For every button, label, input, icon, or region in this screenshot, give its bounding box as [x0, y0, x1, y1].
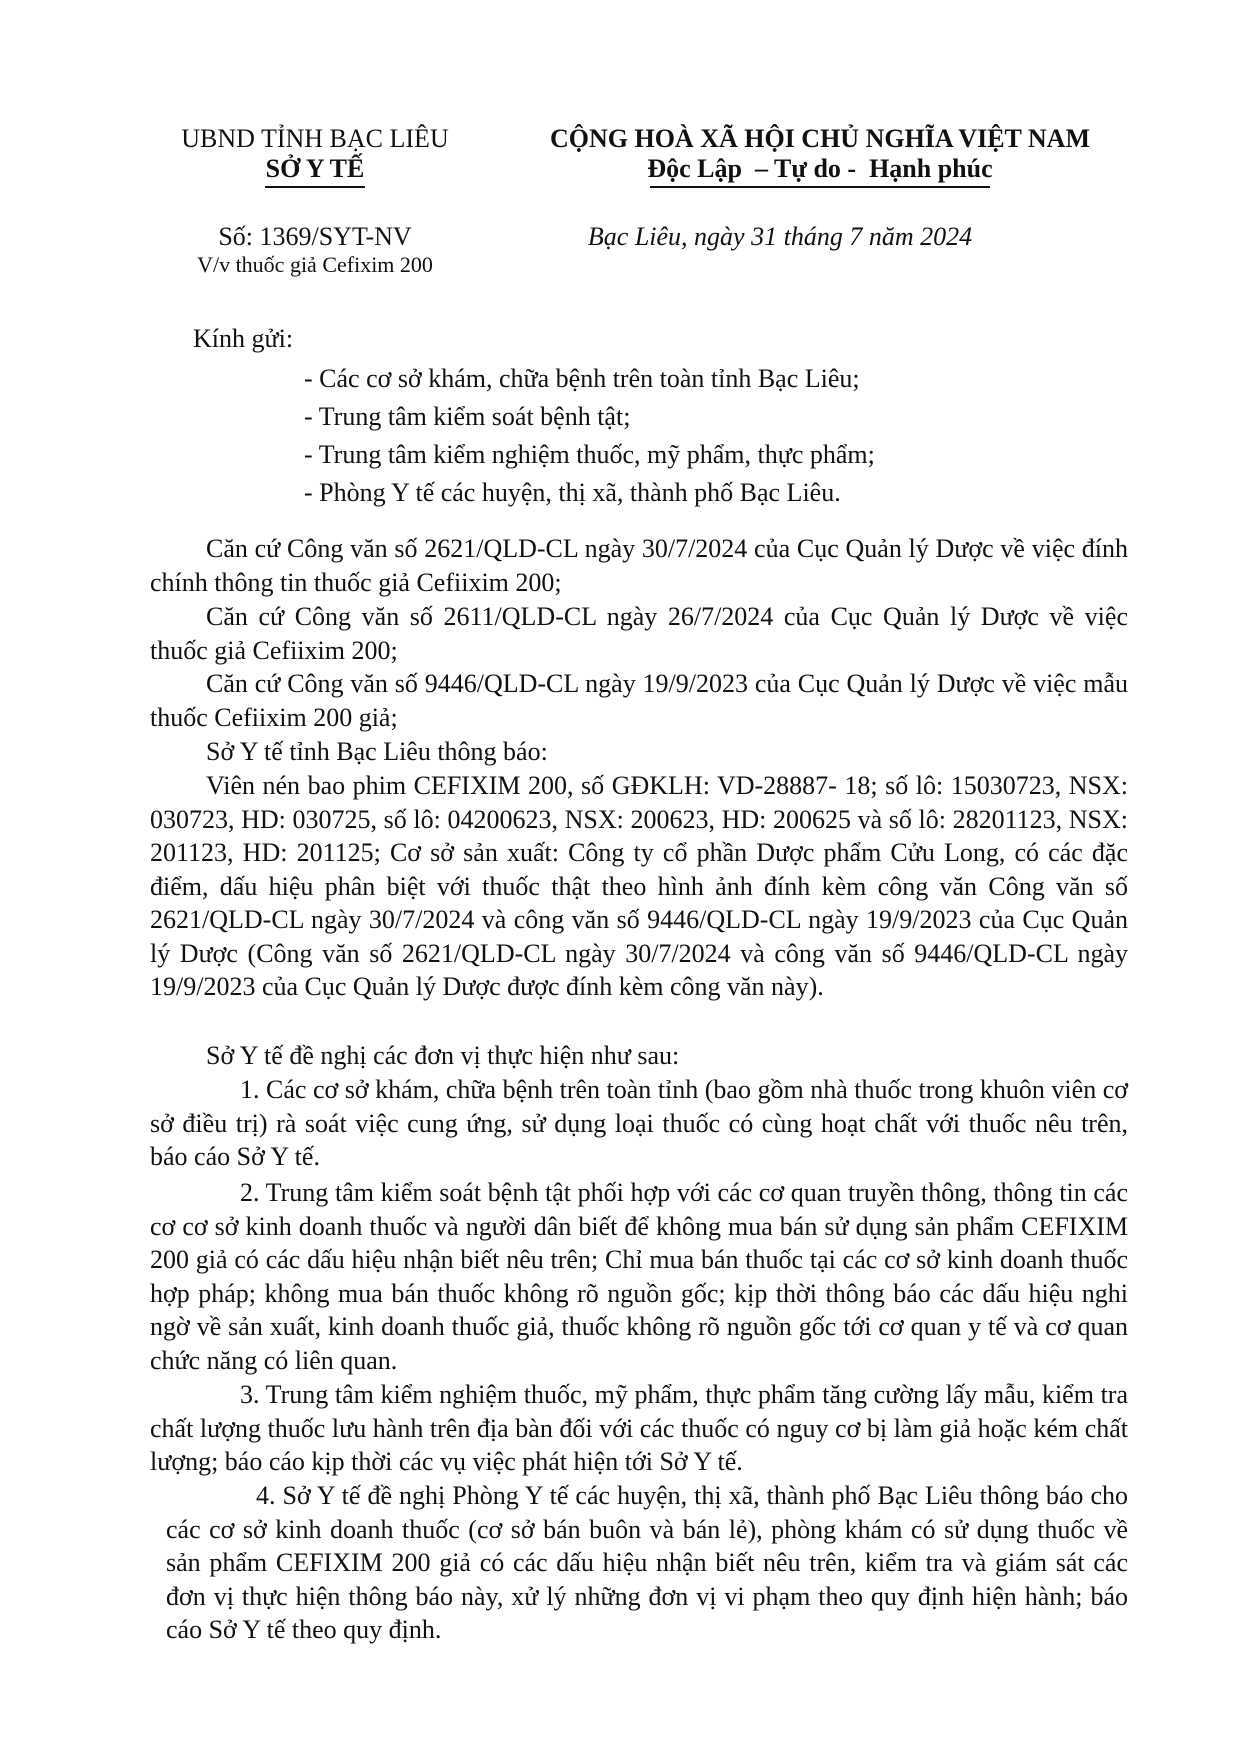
document-subject: V/v thuốc giả Cefixim 200 — [197, 252, 433, 277]
greeting: Kính gửi: — [193, 324, 294, 353]
request-item: 4. Sở Y tế đề nghị Phòng Y tế các huyện, thị xã, thành phố Bạc Liêu thông báo cho các cơ sở kinh doanh thuốc (cơ sở bán buôn và bán lẻ), phòng khám có sử dụng thuốc về sản phẩm CEFIXIM 200 giả có các dấu hiệu nhận biết nêu trên, kiểm tra và giám sát các đơn vị thực hiện thông báo này, xử lý những đơn vị vi phạm theo quy định hiện hành; báo cáo Sở Y tế theo quy định. — [166, 1481, 1128, 1644]
recipient-item: - Phòng Y tế các huyện, thị xã, thành phố Bạc Liêu. — [304, 478, 841, 507]
recipient-item: - Trung tâm kiểm soát bệnh tật; — [304, 402, 631, 431]
issuer-block — [150, 124, 480, 188]
request-item: 3. Trung tâm kiểm nghiệm thuốc, mỹ phẩm, thực phẩm tăng cường lấy mẫu, kiểm tra chất lượng thuốc lưu hành trên địa bàn đối với các thuốc có nguy cơ bị làm giả hoặc kém chất lượng; báo cáo kịp thời các vụ việc phát hiện tới Sở Y tế. — [150, 1380, 1128, 1476]
issuer-underline — [265, 186, 365, 188]
request-item: 1. Các cơ sở khám, chữa bệnh trên toàn tỉnh (bao gồm nhà thuốc trong khuôn viên cơ sở điều trị) rà soát việc cung ứng, sử dụng loại thuốc có cùng hoạt chất với thuốc nêu trên, báo cáo Sở Y tế. — [150, 1075, 1128, 1171]
announcement-line: Sở Y tế tỉnh Bạc Liêu thông báo: — [206, 737, 548, 766]
request-intro: Sở Y tế đề nghị các đơn vị thực hiện như sau: — [206, 1041, 680, 1070]
national-header — [500, 124, 1140, 188]
nation-title: CỘNG HOÀ XÃ HỘI CHỦ NGHĨA VIỆT NAM — [549, 124, 1091, 153]
issuer-name: SỞ Y TẾ — [265, 154, 365, 183]
recipient-item: - Các cơ sở khám, chữa bệnh trên toàn tỉnh Bạc Liêu; — [304, 364, 860, 393]
request-item: 2. Trung tâm kiểm soát bệnh tật phối hợp với các cơ quan truyền thông, thông tin các cơ cơ sở kinh doanh thuốc và người dân biết để không mua bán sử dụng sản phẩm CEFIXIM 200 giả có các dấu hiệu nhận biết nêu trên; Chỉ mua bán thuốc tại các cơ sở kinh doanh thuốc hợp pháp; không mua bán thuốc không rõ nguồn gốc; kịp thời thông báo các dấu hiệu nghi ngờ về sản xuất, kinh doanh thuốc giả, thuốc không rõ nguồn gốc tới cơ quan y tế và cơ quan chức năng có liên quan. — [150, 1178, 1128, 1375]
product-description: Viên nén bao phim CEFIXIM 200, số GĐKLH: VD-28887- 18; số lô: 15030723, NSX: 030723, HD: 030725, số lô: 04200623, NSX: 200623, HD: 200625 và số lô: 28201123, NSX: 201123, HD: 201125; Cơ sở sản xuất: Công ty cổ phần Dược phẩm Cửu Long, có các đặc điểm, dấu hiệu phân biệt với thuốc thật theo hình ảnh đính kèm công văn Công văn số 2621/QLD-CL ngày 30/7/2024 và công văn số 9446/QLD-CL ngày 19/9/2023 của Cục Quản lý Dược (Công văn số 2621/QLD-CL ngày 30/7/2024 và công văn số 9446/QLD-CL ngày 19/9/2023 của Cục Quản lý Dược được đính kèm công văn này). — [150, 771, 1128, 1001]
legal-basis-paragraph: Căn cứ Công văn số 2611/QLD-CL ngày 26/7/2024 của Cục Quản lý Dược về việc thuốc giả Cefiixim 200; — [150, 602, 1128, 665]
issuer-parent: UBND TỈNH BẠC LIÊU — [181, 124, 449, 153]
legal-basis-paragraph: Căn cứ Công văn số 2621/QLD-CL ngày 30/7/2024 của Cục Quản lý Dược về việc đính chính thông tin thuốc giả Cefiixim 200; — [150, 534, 1128, 597]
document-number: Số: 1369/SYT-NV — [218, 222, 412, 251]
place-date: Bạc Liêu, ngày 31 tháng 7 năm 2024 — [587, 222, 973, 251]
motto-underline — [650, 186, 990, 188]
recipient-item: - Trung tâm kiểm nghiệm thuốc, mỹ phẩm, thực phẩm; — [304, 440, 875, 469]
legal-basis-paragraph: Căn cứ Công văn số 9446/QLD-CL ngày 19/9/2023 của Cục Quản lý Dược về việc mẫu thuốc Cefiixim 200 giả; — [150, 669, 1128, 732]
national-motto: Độc Lập – Tự do - Hạnh phúc — [647, 154, 993, 183]
